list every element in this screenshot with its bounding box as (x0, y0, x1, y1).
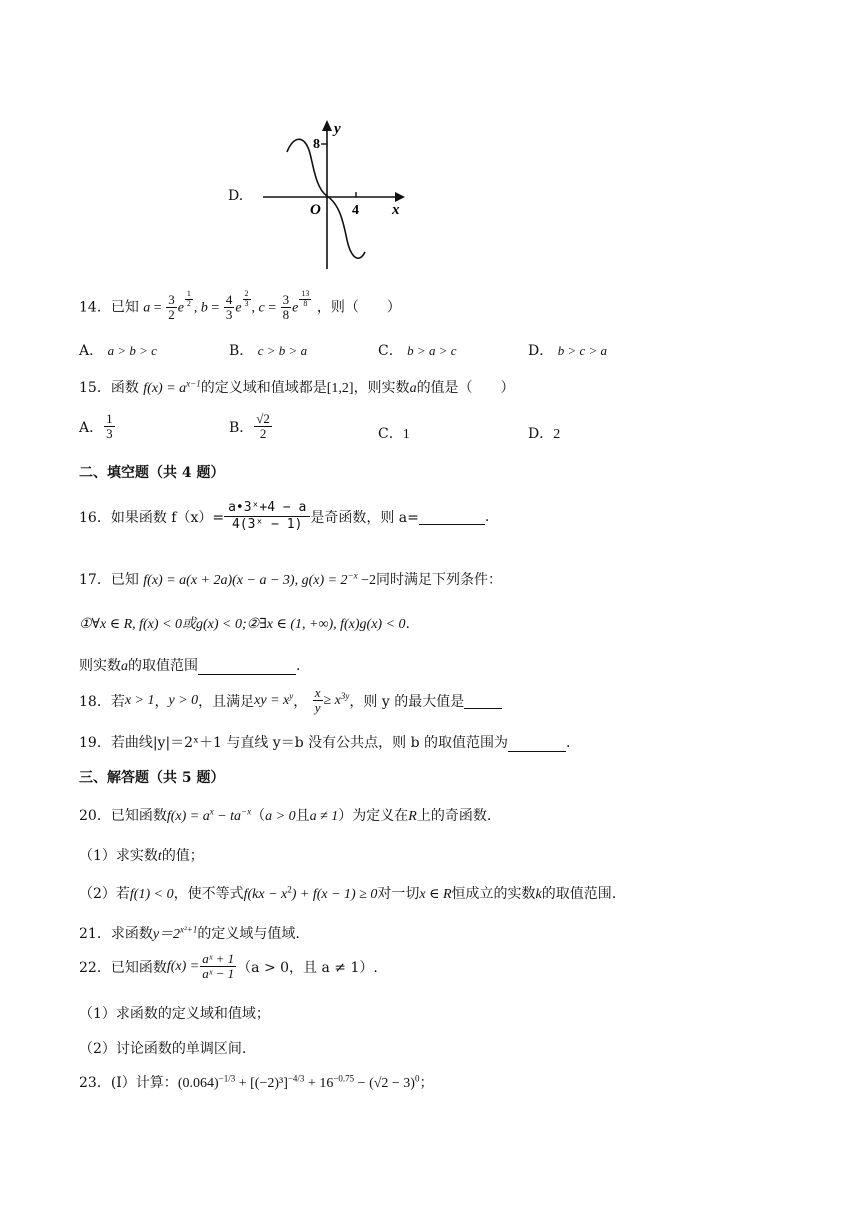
q17-ask: 则实数a的取值范围 . (79, 658, 301, 674)
frac-a: $\frac{3}{2}$ (168, 291, 175, 322)
q16-answer-blank[interactable] (419, 508, 485, 525)
question-19: 19．若曲线|y|＝2ˣ＋1 与直线 y＝b 没有公共点，则 b 的取值范围为 . (79, 735, 571, 751)
q22-part-1: （1）求函数的定义域和值域； (79, 1006, 270, 1022)
x-axis-label: x (392, 202, 400, 218)
question-22: 22．已知函数f(x) = $\frac{\text{aˣ + 1}}{\text{aˣ − 1}}$ （a > 0，且 a ≠ 1）. (79, 951, 378, 982)
question-15: 15．函数 $f(x) = a^{x-1}$的定义域和值域都是[1,2]，则实数a的值是（ ） (79, 378, 515, 396)
x-tick-label: 4 (352, 203, 359, 218)
q20-part-1: （1）求实数t的值； (79, 848, 204, 864)
y-tick-label: 8 (313, 137, 320, 152)
question-16: 16．如果函数 f（x）= $\frac{\text{a•3ˣ+4 − a}}{\text{4(3ˣ − 1)}}$ 是奇函数，则 a= . (79, 500, 490, 533)
q17-conditions: ①∀x ∈ R, f(x) < 0或g(x) < 0;②∃x ∈ (1, +∞), f(x)g(x) < 0. (79, 616, 410, 632)
q18-answer-blank[interactable] (464, 692, 502, 709)
q15-option-b[interactable]: B． $\frac{√2}{2}$ (229, 411, 270, 442)
q19-answer-blank[interactable] (508, 735, 566, 752)
question-20: 20．已知函数$f(x) = a^x - ta^{-x}(a > 0$且a ≠ 1）为定义在R上的奇函数. (79, 806, 492, 824)
q20-part-2: （2）若f(1) < 0，使不等式$f(kx - x^2) + f(x - 1) \ge 0$对一切x ∈ R恒成立的实数k的取值范围. (79, 884, 617, 902)
q14-option-d[interactable]: D． b > c > a (528, 343, 608, 359)
question-18: 18．若x > 1，y > 0，且满足xy = $x^y$， $\frac{x}{y}$ ≥ $x^{3y}$，则 y 的最大值是 (79, 686, 502, 716)
q15-option-c[interactable]: C．1 (378, 426, 410, 442)
q17-answer-blank[interactable] (198, 658, 296, 675)
question-21: 21．求函数$y=2^{x^2+1}$的定义域与值域. (79, 924, 300, 942)
frac-c: $\frac{3}{8}$ (282, 291, 290, 322)
q22-part-2: （2）讨论函数的单调区间. (79, 1041, 247, 1057)
q15-option-d[interactable]: D．2 (528, 426, 561, 442)
section-2-heading: 二、填空题（共 4 题） (79, 465, 225, 481)
origin-label: O (310, 202, 321, 218)
frac-b: $\frac{4}{3}$ (225, 291, 233, 322)
section-3-heading: 三、解答题（共 5 题） (79, 770, 225, 786)
question-23: 23．(I）计算：$(0.064)^{-1/3} + [(-2)^3]^{-4/3} + 16^{-0.75} - (√2 - 3)^0$； (79, 1073, 434, 1091)
q15-option-a[interactable]: A． $\frac{1}{3}$ (79, 411, 113, 442)
q16-function-image: $\frac{\text{a•3ˣ+4 − a}}{\text{4(3ˣ − 1)}}$ (224, 500, 310, 534)
question-17: 17．已知 f(x) = a(x + 2a)(x − a − 3), $g(x) = 2^{-x} -2$同时满足下列条件： (79, 570, 503, 588)
question-14: 14．已知 a = $\frac{3}{2}$ e $^{\frac{1}{2}}$ , b = $\frac{4}{3}$ e $^{\frac{2}{3}}$ , c = $\frac{3}{8}$ e $^{\frac{13}{8}}$ ，则（ ） (79, 289, 401, 322)
q14-option-b[interactable]: B． c > b > a (229, 343, 308, 359)
q14-option-c[interactable]: C． b > a > c (378, 343, 457, 359)
y-axis-label: y (334, 121, 341, 137)
option-d-label: D. (228, 188, 244, 204)
curve-graph (255, 112, 415, 274)
q14-option-a[interactable]: A． a > b > c (79, 343, 157, 359)
